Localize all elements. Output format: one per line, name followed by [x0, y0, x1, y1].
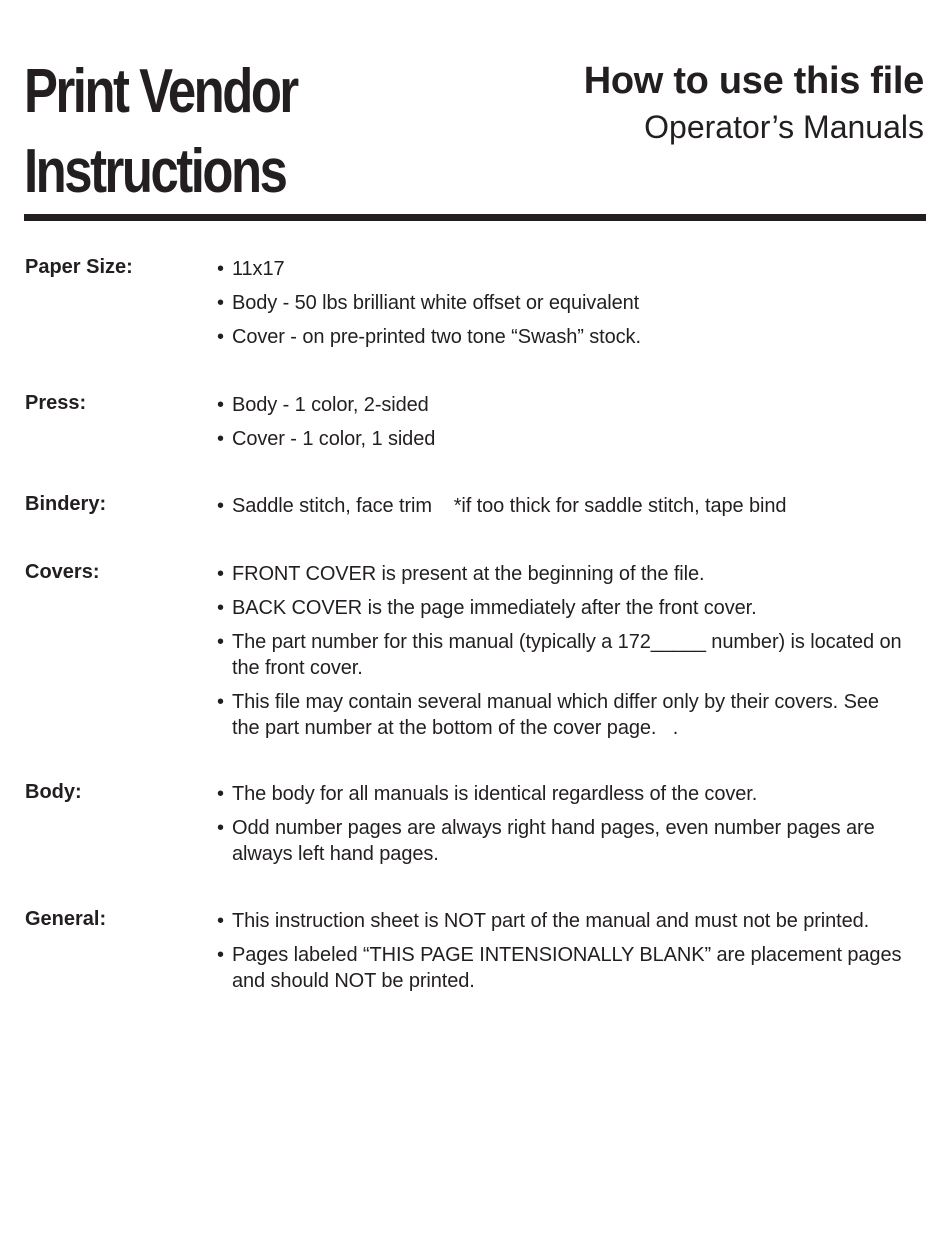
- section-label: Covers:: [25, 561, 100, 583]
- bullet-icon: •: [217, 326, 224, 348]
- list-item: • This instruction sheet is NOT part of the manual and must not be printed.: [217, 910, 870, 932]
- list-item: • Odd number pages are always right hand pages, even number pages are always left hand pages.: [217, 817, 875, 865]
- bullet-icon: •: [217, 563, 224, 585]
- header-divider: [24, 214, 926, 221]
- list-item: • FRONT COVER is present at the beginning of the file.: [217, 563, 705, 585]
- list-item: • 11x17: [217, 258, 285, 280]
- bullet-icon: •: [217, 394, 224, 416]
- bullet-icon: •: [217, 258, 224, 280]
- section-items: [217, 561, 907, 749]
- section-label: Bindery:: [25, 493, 107, 515]
- bullet-icon: •: [217, 631, 224, 653]
- bullet-icon: •: [217, 783, 224, 805]
- list-item: • This file may contain several manual which differ only by their covers. See the part number at the bottom of the cover page. .: [217, 691, 885, 739]
- section-label: Body:: [25, 781, 82, 803]
- list-item: • Body - 1 color, 2-sided: [217, 394, 429, 416]
- bullet-icon: •: [217, 817, 224, 839]
- bullet-icon: •: [217, 597, 224, 619]
- list-item: • Body - 50 lbs brilliant white offset or equivalent: [217, 292, 640, 314]
- section-items: [217, 392, 907, 460]
- list-item: • Pages labeled “THIS PAGE INTENSIONALLY BLANK” are placement pages and should NOT be printed.: [217, 944, 902, 992]
- header-subtitle-block: [584, 58, 924, 150]
- list-item: • Cover - on pre-printed two tone “Swash” stock.: [217, 326, 641, 348]
- section-items: [217, 781, 907, 875]
- bullet-icon: •: [217, 944, 224, 966]
- list-item: • The body for all manuals is identical regardless of the cover.: [217, 783, 758, 805]
- subtitle-sub: Operator’s Manuals: [644, 109, 924, 145]
- section-label: General:: [25, 908, 107, 930]
- section-label: Press:: [25, 392, 87, 414]
- document-title: [24, 52, 297, 212]
- title-line-1: Print Vendor: [24, 57, 297, 126]
- title-line-2: Instructions: [24, 137, 286, 206]
- bullet-icon: •: [217, 292, 224, 314]
- list-item: • BACK COVER is the page immediately after the front cover.: [217, 597, 757, 619]
- bullet-icon: •: [217, 910, 224, 932]
- section-label: Paper Size:: [25, 256, 133, 278]
- subtitle-main: How to use this file: [583, 60, 924, 102]
- section-items: [217, 908, 907, 1002]
- list-item: • Saddle stitch, face trim *if too thick for saddle stitch, tape bind: [217, 495, 787, 517]
- bullet-icon: •: [217, 428, 224, 450]
- section-items: [217, 493, 907, 527]
- bullet-icon: •: [217, 495, 224, 517]
- bullet-icon: •: [217, 691, 224, 713]
- list-item: • The part number for this manual (typically a 172_____ number) is located on the front cover.: [217, 631, 902, 679]
- list-item: • Cover - 1 color, 1 sided: [217, 428, 436, 450]
- section-items: [217, 256, 907, 358]
